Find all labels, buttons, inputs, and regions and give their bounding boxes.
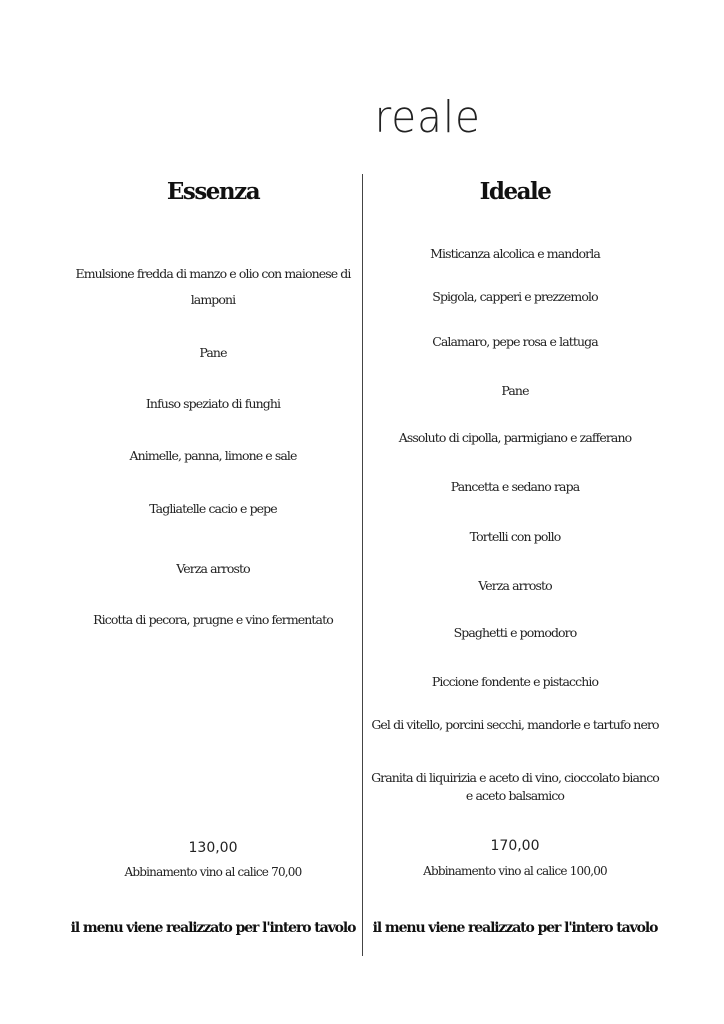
wine-pairing: Abbinamento vino al calice 70,00: [124, 865, 302, 879]
menu-note: il menu viene realizzato per l'intero tavolo: [372, 920, 658, 936]
menu-title-essenza: Essenza: [166, 178, 260, 205]
dish-item: Tagliatelle cacio e pepe: [149, 501, 277, 516]
wine-pairing: Abbinamento vino al calice 100,00: [423, 864, 607, 878]
dish-item: Infuso speziato di funghi: [145, 396, 281, 411]
dish-item: Gel di vitello, porcini secchi, mandorle e tartufo nero: [371, 717, 659, 732]
dish-item: Pane: [199, 345, 227, 360]
dish-item: Pancetta e sedano rapa: [450, 479, 580, 494]
menu-price: 170,00: [490, 838, 540, 854]
dish-item: Granita di liquirizia e aceto di vino, cioccolato bianco e aceto balsamico: [371, 770, 659, 803]
dish-item: Pane: [501, 383, 529, 398]
dish-item: Spaghetti e pomodoro: [453, 625, 577, 640]
menu-title-ideale: Ideale: [479, 178, 551, 205]
brand-name: reale: [374, 92, 482, 143]
dish-item: Verza arrosto: [176, 561, 250, 576]
dish-item: Ricotta di pecora, prugne e vino fermentato: [93, 612, 333, 627]
dish-item: Tortelli con pollo: [469, 529, 561, 544]
menu-note: il menu viene realizzato per l'intero tavolo: [70, 920, 356, 936]
dish-item: Calamaro, pepe rosa e lattuga: [432, 334, 598, 349]
dish-item: Misticanza alcolica e mandorla: [430, 246, 600, 261]
dish-item: Animelle, panna, limone e sale: [129, 448, 297, 463]
dish-item: Emulsione fredda di manzo e olio con maionese di lamponi: [75, 266, 351, 307]
menu-price: 130,00: [188, 840, 238, 856]
dish-item: Verza arrosto: [478, 578, 552, 593]
dish-item: Piccione fondente e pistacchio: [431, 674, 599, 689]
brand-logo: [0, 92, 724, 143]
dish-item: Assoluto di cipolla, parmigiano e zafferano: [398, 430, 632, 445]
dish-item: Spigola, capperi e prezzemolo: [432, 289, 598, 304]
